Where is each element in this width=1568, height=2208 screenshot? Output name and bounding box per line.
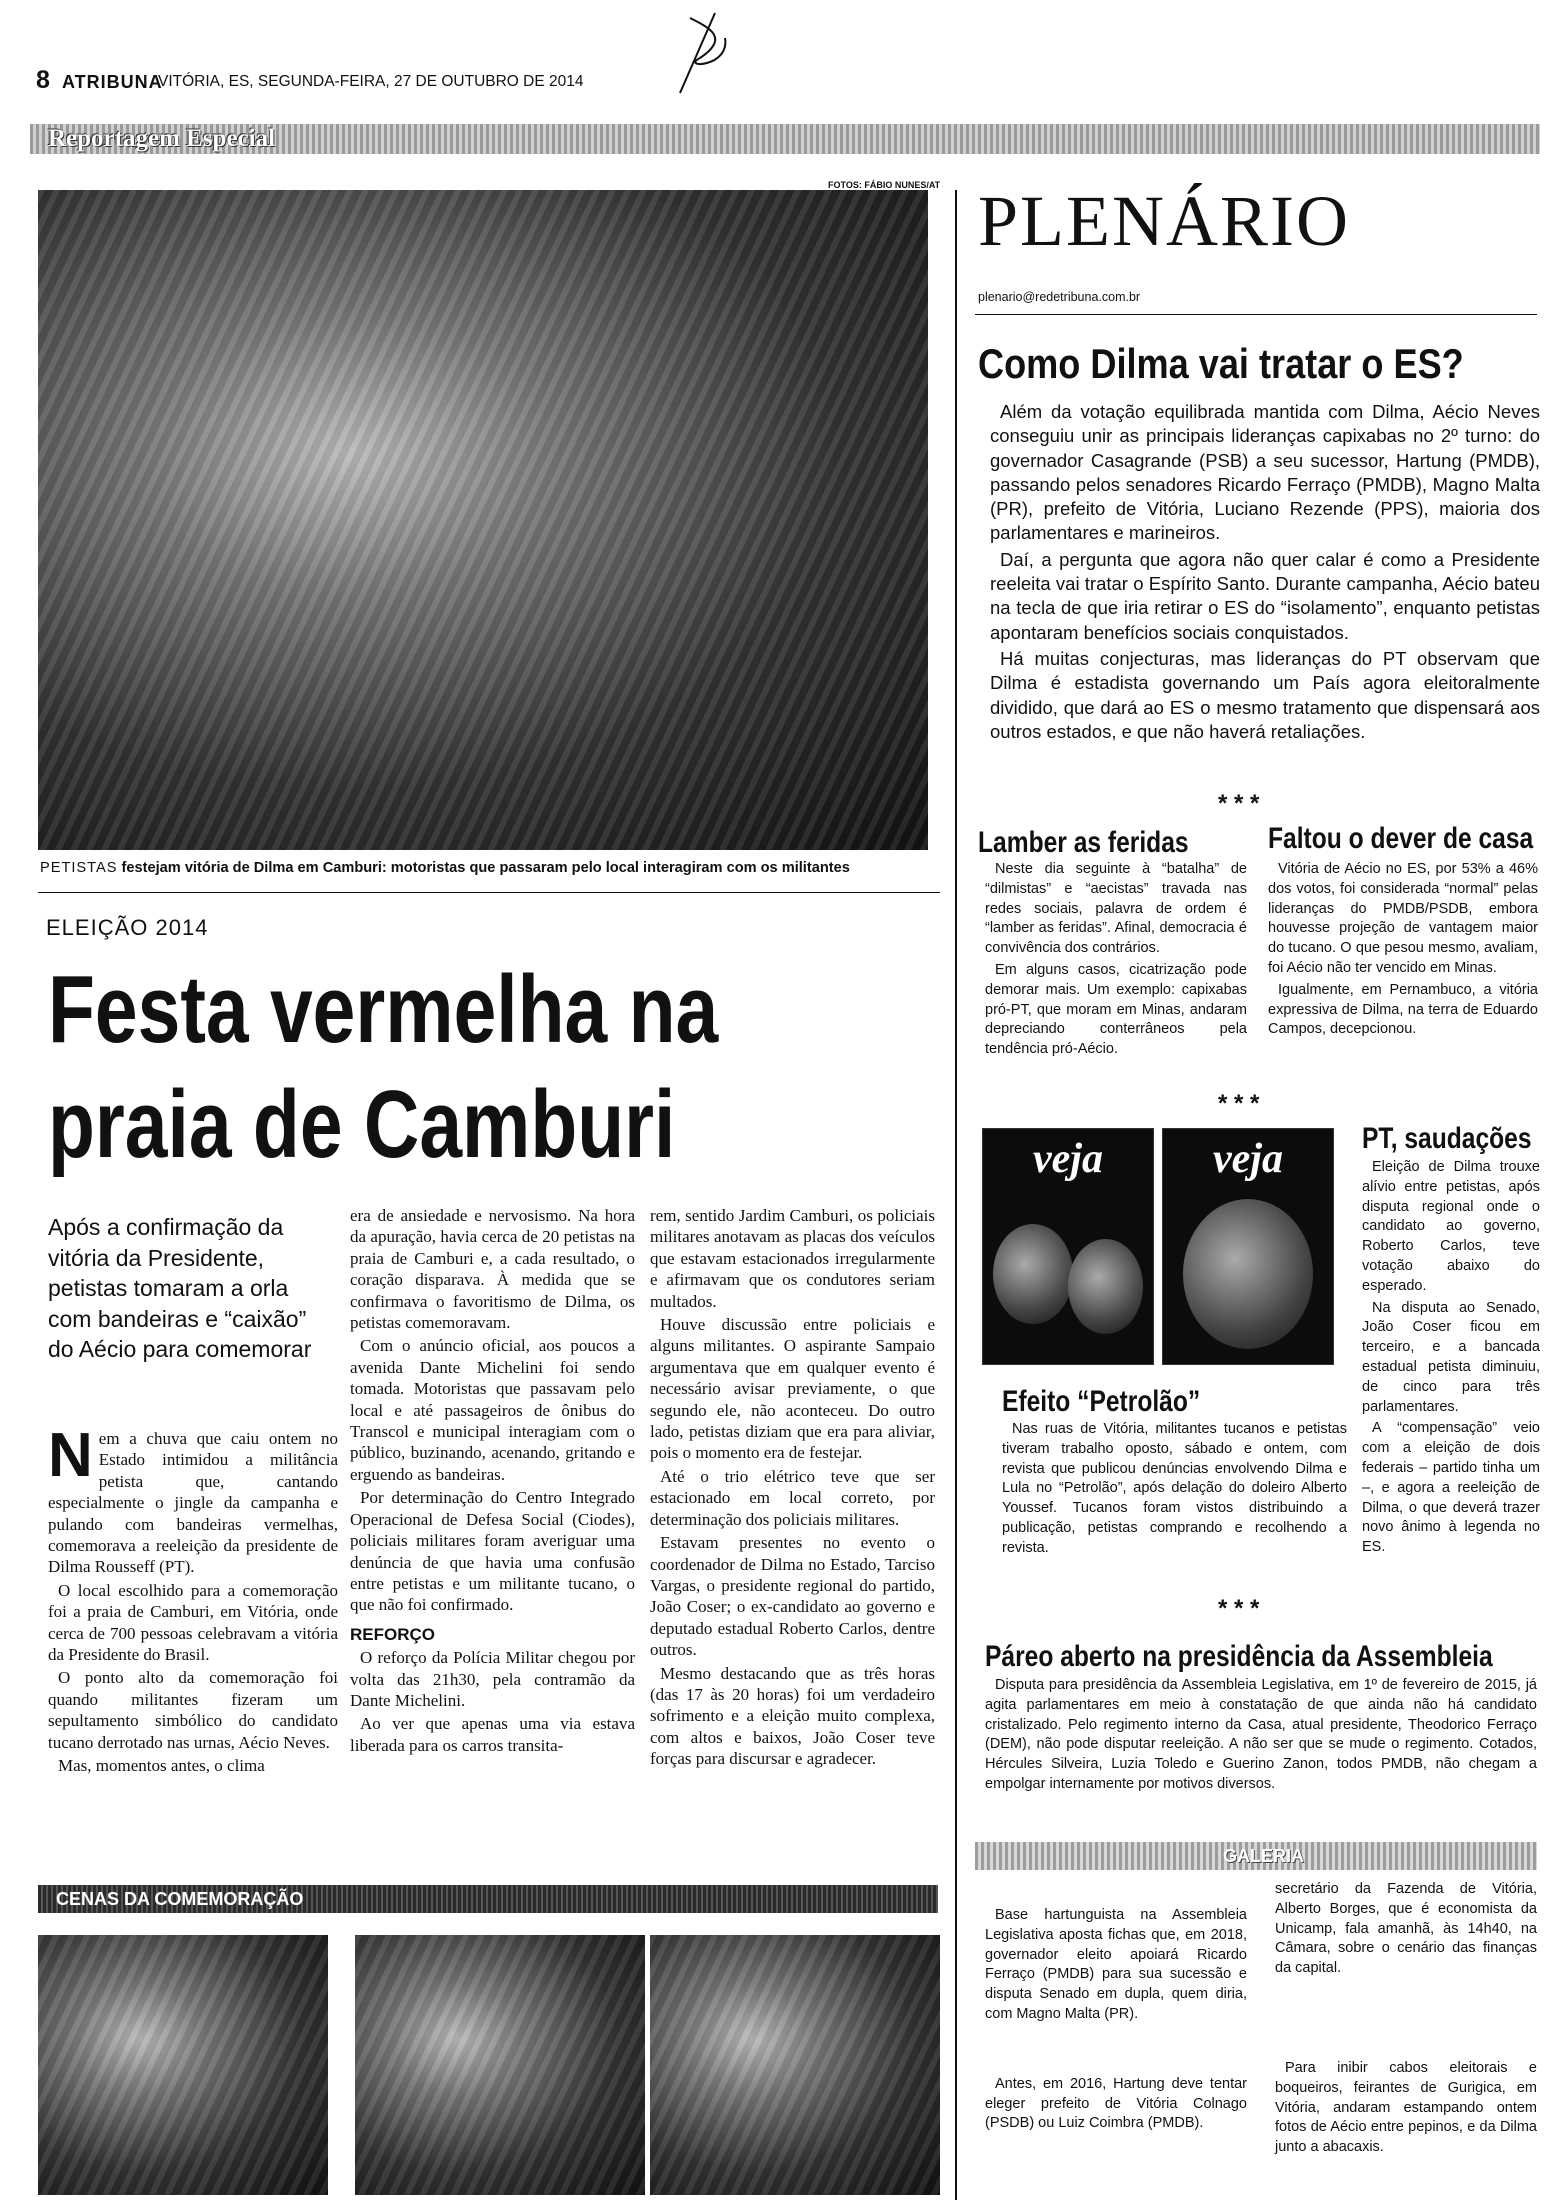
pt-title: PT, saudações <box>1362 1122 1532 1155</box>
article-col3 <box>650 1205 935 1772</box>
galeria-left-p2: Antes, em 2016, Hartung deve tentar eleger prefeito de Vitória Colnago (PSDB) ou Luiz Coimbra (PMDB). <box>985 2075 1247 2132</box>
photo-caption-lead: PETISTAS <box>40 860 118 876</box>
header-paper-name: ATRIBUNA <box>62 72 163 92</box>
gallery-photo-3 <box>650 1935 940 2195</box>
plenario-main-p1: Além da votação equilibrada mantida com Dilma, Aécio Neves conseguiu unir as principais lideranças capixabas no 2º turno: do governador Casagrande (PSB) a seu sucessor, Hartung (PMDB), passando pelos senadores Ricardo Ferraço (PMDB), Magno Malta (PR), prefeito de Vitória, Luciano Rezende (PPS), maioria dos parlamentares e marineiros. <box>990 401 1540 544</box>
deck: Após a confirmação da vitória da Presidente, petistas tomaram a orla com bandeiras e “caixão” do Aécio para comemorar <box>48 1214 312 1362</box>
veja-logo-1: veja <box>1033 1136 1103 1182</box>
plenario-rule <box>975 314 1537 315</box>
article-col2-p1: era de ansiedade e nervosismo. Na hora da apuração, havia cerca de 20 petistas na praia de Camburi e, a cada resultado, o coração disparava. À medida que se confirmava o favoritismo de Dilma, os petistas comemoravam. <box>350 1206 635 1333</box>
gallery-photo-2 <box>355 1935 645 2195</box>
pt-p1: Eleição de Dilma trouxe alívio entre petistas, após disputa regional onde o candidato ao governo, Roberto Carlos, teve votação abaixo do esperado. <box>1362 1159 1540 1294</box>
plenario-main-p3: Há muitas conjecturas, mas lideranças do PT observam que Dilma é estadista governando um País agora eleitoralmente dividido, que dará ao ES o mesmo tratamento que dispensará aos outros estados, e que não haverá retaliações. <box>990 647 1540 742</box>
plenario-email: plenario@redetribuna.com.br <box>978 290 1141 304</box>
article-col3-p5: Mesmo destacando que as três horas (das 17 às 20 horas) foi um verdadeiro sofrimento e a eleição muito complexa, com altos e baixos, João Coser teve forças para discursar e agradecer. <box>650 1663 935 1769</box>
column-divider <box>955 190 957 2200</box>
pt-body <box>1362 1158 1540 1560</box>
section-banner-label: Reportagem Especial <box>48 125 276 152</box>
lamber-p2: Em alguns casos, cicatrização pode demorar mais. Um exemplo: capixabas pró-PT, que moram em Minas, andaram depreciando conterrâneos pela tendência pró-Aécio. <box>985 961 1247 1058</box>
faltou-title: Faltou o dever de casa <box>1268 822 1534 855</box>
veja-face-2a <box>1183 1199 1313 1349</box>
lamber-p1: Neste dia seguinte à “batalha” de “dilmistas” e “aecistas” travada nas redes sociais, palavra de ordem é “lamber as feridas”. Afinal, democracia é convivência dos contrários. <box>985 861 1247 957</box>
galeria-left-p1: Base hartunguista na Assembleia Legislativa aposta fichas que, em 2018, governador eleito apoiará Ricardo Ferraço (PMDB) para sua sucessão e disputa Senado em dupla, quem diria, com Magno Malta (PR). <box>985 1907 1247 2022</box>
pareo-title: Páreo aberto na presidência da Assembleia <box>985 1640 1493 1673</box>
galeria-bar <box>975 1842 1537 1870</box>
galeria-right-p1: secretário da Fazenda de Vitória, Alberto Borges, que é economista da Unicamp, fala amanhã, às 14h40, na Câmara, sobre o cenário das finanças da capital. <box>1275 1881 1537 1977</box>
article-col1-p1: Nem a chuva que caiu ontem no Estado intimidou a militância petista que, cantando especialmente o jingle da campanha e pulando com bandeiras vermelhas, comemorava a reeleição da presidente de Dilma Rousseff (PT). <box>48 1421 338 1577</box>
article-col2-p5: Ao ver que apenas uma via estava liberada para os carros transita- <box>350 1714 635 1755</box>
plenario-title: PLENÁRIO <box>978 181 1350 261</box>
pt-p3: A “compensação” veio com a eleição de dois federais – partido tinha um –, e agora a reeleição de Dilma, o que deverá trazer novo ânimo à legenda no ES. <box>1362 1420 1540 1556</box>
headline-line1: Festa vermelha na <box>48 956 719 1063</box>
header-dateline: VITÓRIA, ES, SEGUNDA-FEIRA, 27 DE OUTUBRO DE 2014 <box>158 73 584 90</box>
pt-p2: Na disputa ao Senado, João Coser ficou em terceiro, e a bancada estadual petista diminuiu, de cinco para três parlamentares. <box>1362 1299 1540 1415</box>
lamber-body <box>985 860 1247 1062</box>
efeito-p1: Nas ruas de Vitória, militantes tucanos e petistas tiveram trabalho oposto, sábado e ontem, com revista que publicou denúncias envolvendo Dilma e Lula no “Petrolão”, após delação do doleiro Alberto Youssef. Tucanos foram vistos distribuindo a publicação, petistas comprando e recolhendo a revista. <box>1002 1421 1347 1556</box>
galeria-label: GALERIA <box>1223 1846 1304 1866</box>
veja-logo-2: veja <box>1213 1136 1283 1182</box>
section-banner <box>30 124 1540 154</box>
faltou-p2: Igualmente, em Pernambuco, a vitória expressiva de Dilma, na terra de Eduardo Campos, decepcionou. <box>1268 981 1538 1038</box>
headline-line2: praia de Camburi <box>48 1071 676 1178</box>
article-col2-p2: Com o anúncio oficial, aos poucos a avenida Dante Michelini foi sendo tomada. Motoristas que passavam pelo local e até passageiros de ônibus do Transcol e municipal interagiam com o público, buzinando, acenando, gritando e erguendo as bandeiras. <box>350 1336 635 1484</box>
plenario-main-body <box>990 400 1540 746</box>
header-page-number: 8 <box>36 66 50 94</box>
efeito-body <box>1002 1420 1347 1561</box>
article-col3-p2: Houve discussão entre policiais e alguns militantes. O aspirante Sampaio argumentava que em qualquer evento é necessário avisar previamente, o que segundo ele, não aconteceu. Do outro lado, petistas diziam que era para aliviar, pois o momento era de festejar. <box>650 1315 935 1463</box>
veja-cover-2 <box>1162 1128 1334 1365</box>
pareo-body <box>985 1676 1537 1797</box>
article-col1-p4: Mas, momentos antes, o clima <box>58 1756 265 1776</box>
veja-cover-1 <box>982 1128 1154 1365</box>
photo-credit: FOTOS: FÁBIO NUNES/AT <box>828 180 941 190</box>
main-photo <box>38 190 928 850</box>
gallery-bar <box>38 1885 938 1913</box>
galeria-left <box>985 1906 1247 2136</box>
pareo-p1: Disputa para presidência da Assembleia Legislativa, em 1º de fevereiro de 2015, já agita parlamentares em meio à constatação de que ainda não há candidato cristalizado. Pelo regimento interno da Casa, atual presidente, Theodorico Ferraço (DEM), não pode disputar reeleição. A não ser que se mude o regimento. Cotados, Hércules Silveira, Luzia Toledo e Guerino Zanon, todos PMDB, não chegam a empolgar internamente por motivos diversos. <box>985 1677 1537 1792</box>
caption-rule <box>38 892 940 893</box>
dropcap: N <box>48 1421 93 1490</box>
efeito-title: Efeito “Petrolão” <box>1002 1385 1201 1418</box>
article-col1 <box>48 1421 338 1779</box>
photo-caption-text: festejam vitória de Dilma em Camburi: motoristas que passaram pelo local interagiram com os militantes <box>121 860 850 876</box>
galeria-right <box>1275 1880 1537 2160</box>
photo-caption <box>40 860 940 876</box>
separator-1: * * * <box>1218 790 1260 817</box>
article-col3-p3: Até o trio elétrico teve que ser estacionado em local correto, por determinação dos policiais militares. <box>650 1466 935 1529</box>
plenario-main-p2: Daí, a pergunta que agora não quer calar é como a Presidente reeleita vai tratar o Espírito Santo. Durante campanha, Aécio bateu na tecla de que iria retirar o ES do “isolamento”, enquanto petistas apontaram benefícios sociais conquistados. <box>990 548 1540 643</box>
kicker: ELEIÇÃO 2014 <box>46 915 209 940</box>
article-col3-p1: rem, sentido Jardim Camburi, os policiais militares anotavam as placas dos veículos que estavam estacionados irregularmente e afirmavam que os condutores seriam multados. <box>650 1206 935 1311</box>
article-col1-p3: O ponto alto da comemoração foi quando militantes fizeram um sepultamento simbólico do candidato tucano derrotado nas urnas, Aécio Neves. <box>48 1668 338 1752</box>
galeria-right-p2: Para inibir cabos eleitorais e boqueiros, feirantes de Gurigica, em Vitória, andaram estampando ontem fotos de Aécio entre pepinos, e da Dilma junto a abacaxis. <box>1275 2059 1537 2156</box>
separator-2: * * * <box>1218 1090 1260 1117</box>
gallery-label: CENAS DA COMEMORAÇÃO <box>56 1889 304 1909</box>
faltou-body <box>1268 860 1538 1042</box>
article-col2-subhead: REFORÇO <box>350 1624 435 1644</box>
article-col1-p2: O local escolhido para a comemoração foi a praia de Camburi, em Vitória, onde cerca de 700 pessoas celebravam a vitória da Presidente do Brasil. <box>48 1580 338 1665</box>
gallery-photo-1 <box>38 1935 328 2195</box>
lamber-title: Lamber as feridas <box>978 826 1189 859</box>
faltou-p1: Vitória de Aécio no ES, por 53% a 46% dos votos, foi considerada “normal” pelas lideranças do PMDB/PSDB, embora houvesse projeção de vantagem maior do tucano. O que pesou mesmo, avaliam, foi Aécio não ter vencido em Minas. <box>1268 861 1538 976</box>
article-col2 <box>350 1205 635 1758</box>
article-col3-p4: Estavam presentes no evento o coordenador de Dilma no Estado, Tarciso Vargas, o presidente regional do partido, João Coser; o ex-candidato ao governo e deputado estadual Roberto Carlos, dentre outros. <box>650 1533 935 1660</box>
plenario-main-headline: Como Dilma vai tratar o ES? <box>978 340 1464 387</box>
veja-face-1b <box>1068 1239 1143 1334</box>
article-col2-p3: Por determinação do Centro Integrado Operacional de Defesa Social (Ciodes), policiais militares foram averiguar uma denúncia de que havia uma confusão entre petistas e um militante tucano, o que não foi confirmado. <box>350 1488 635 1615</box>
veja-face-1a <box>993 1224 1073 1324</box>
article-col2-p4: O reforço da Polícia Militar chegou por volta das 21h30, pela contramão da Dante Michelini. <box>350 1648 635 1710</box>
signature-mark <box>670 8 750 98</box>
separator-3: * * * <box>1218 1595 1260 1622</box>
